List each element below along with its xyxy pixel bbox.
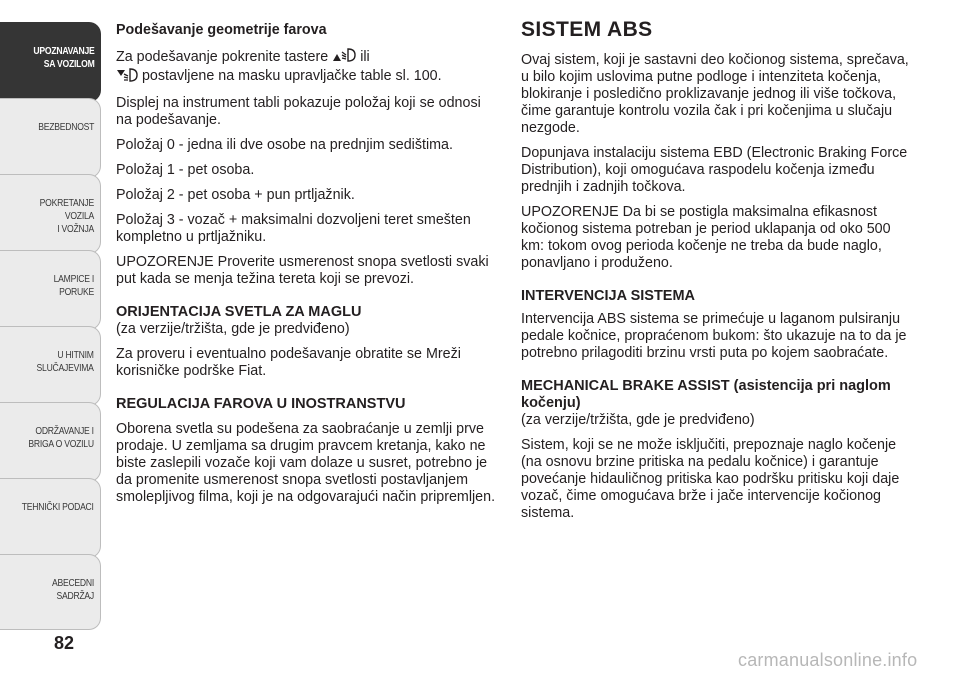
headlight-p1-text-c: postavljene na masku upravljačke table sl. 100.	[141, 68, 442, 84]
headlight-position-3: Položaj 3 - vozač + maksimalni dozvoljeni teret smešten kompletno u prtljažniku.	[116, 212, 471, 245]
headlight-position-2: Položaj 2 - pet osoba + pun prtljažnik.	[116, 187, 355, 203]
tab-label: BEZBEDNOST	[38, 121, 94, 133]
left-column	[116, 22, 496, 514]
fog-paragraph: Za proveru i eventualno podešavanje obratite se Mreži korisničke podrške Fiat.	[116, 346, 461, 379]
tab-pokretanje-vozila[interactable]	[0, 174, 101, 254]
headlight-paragraph-1	[116, 47, 496, 87]
mba-paragraph: Sistem, koji se ne može isključiti, prepoznaje naglo kočenje (na osnovu brzine pritiska na pedalu kočnice) i garantuje povećanje hidauličnog pritiska kao podršku pritisku koji daje vozač, čime omogućava brže i jače intervencije kočionog sistema.	[521, 437, 900, 521]
tab-upoznavanje-sa-vozilom[interactable]	[0, 22, 101, 102]
fog-note: (za verzije/tržišta, gde je predviđeno)	[116, 321, 350, 337]
abs-paragraph-1: Ovaj sistem, koji je sastavni deo kočionog sistema, sprečava, u bilo kojim uslovima putne podloge i intenziteta kočenja, blokiranje i posledično proklizavanje jednog ili više točkova, čime garantuje kontrolu vozila čak i pri kočenjima u slučaju nezgode.	[521, 52, 909, 136]
tab-label: TEHNIČKI PODACI	[22, 501, 94, 513]
headlight-title: Podešavanje geometrije farova	[116, 22, 327, 38]
headlight-p1-text-b: ili	[360, 49, 370, 65]
tab-odrzavanje[interactable]	[0, 402, 101, 482]
tab-tehnicki-podaci[interactable]	[0, 478, 101, 558]
tab-label: ODRŽAVANJE I BRIGA O VOZILU	[28, 425, 94, 450]
intervention-paragraph: Intervencija ABS sistema se primećuje u laganom pulsiranju pedale kočnice, propraćenom bukom: što ukazuje na to da je potrebno prilagoditi brzinu vrsti puta po kojem saobraćate.	[521, 311, 907, 361]
tab-lampice-i-poruke[interactable]	[0, 250, 101, 330]
fog-section	[116, 304, 496, 380]
headlight-warning: UPOZORENJE Proverite usmerenost snopa svetlosti svaki put kada se menja težina tereta koji se prevozi.	[116, 254, 489, 287]
abroad-paragraph: Oborena svetla su podešena za saobraćanje u zemlji prve prodaje. U zemljama sa drugim pravcem kretanja, kako ne biste zaslepili vozače koji vam dolaze u susret, potrebno je da promenite usmerenost snopa svetlosti postavljanjem smolepljivog filma, koji je na odgovarajući način pripremljen.	[116, 421, 496, 505]
intervention-title: INTERVENCIJA SISTEMA	[521, 288, 696, 304]
tab-label: UPOZNAVANJE SA VOZILOM	[32, 45, 94, 70]
headlight-position-0: Položaj 0 - jedna ili dve osobe na prednjim sedištima.	[116, 137, 453, 153]
mba-title: MECHANICAL BRAKE ASSIST (asistencija pri naglom kočenju)	[521, 378, 891, 411]
headlight-paragraph-2: Displej na instrument tabli pokazuje položaj koji se odnosi na podešavanje.	[116, 95, 481, 128]
watermark: carmanualsonline.info	[738, 650, 918, 670]
abs-paragraph-2: Dopunjava instalaciju sistema EBD (Electronic Braking Force Distribution), koji omogućava raspodelu kočenja između prednjih i zadnjih točkova.	[521, 145, 908, 195]
abs-title: SISTEM ABS	[521, 18, 653, 41]
tab-bezbednost[interactable]	[0, 98, 101, 178]
abroad-section	[116, 396, 496, 506]
right-column	[521, 18, 916, 530]
headlight-p1-text-a: Za podešavanje pokrenite tastere	[116, 49, 329, 65]
headlight-position-1: Položaj 1 - pet osoba.	[116, 162, 255, 178]
fog-title: ORIJENTACIJA SVETLA ZA MAGLU	[116, 304, 362, 320]
tab-label: ABECEDNI SADRŽAJ	[51, 577, 94, 602]
headlight-down-icon	[116, 68, 138, 87]
tab-label: U HITNIM SLUČAJEVIMA	[36, 349, 94, 374]
tab-abecedni-sadrzaj[interactable]	[0, 554, 101, 630]
intervention-section	[521, 288, 916, 362]
headlight-up-icon	[332, 47, 356, 68]
abroad-title: REGULACIJA FAROVA U INOSTRANSTVU	[116, 396, 406, 412]
tab-u-hitnim-slucajevima[interactable]	[0, 326, 101, 406]
mba-section	[521, 378, 916, 522]
abs-warning: UPOZORENJE Da bi se postigla maksimalna efikasnost kočionog sistema potreban je period uklapanja od oko 500 km: tokom ovog perioda kočenje ne treba da bude naglo, ponavljano i produženo.	[521, 204, 891, 271]
mba-note: (za verzije/tržišta, gde je predviđeno)	[521, 412, 755, 428]
tab-label: POKRETANJE VOZILA I VOŽNJA	[39, 197, 94, 235]
page-number: 82	[53, 633, 75, 653]
tab-label: LAMPICE I PORUKE	[53, 273, 94, 298]
